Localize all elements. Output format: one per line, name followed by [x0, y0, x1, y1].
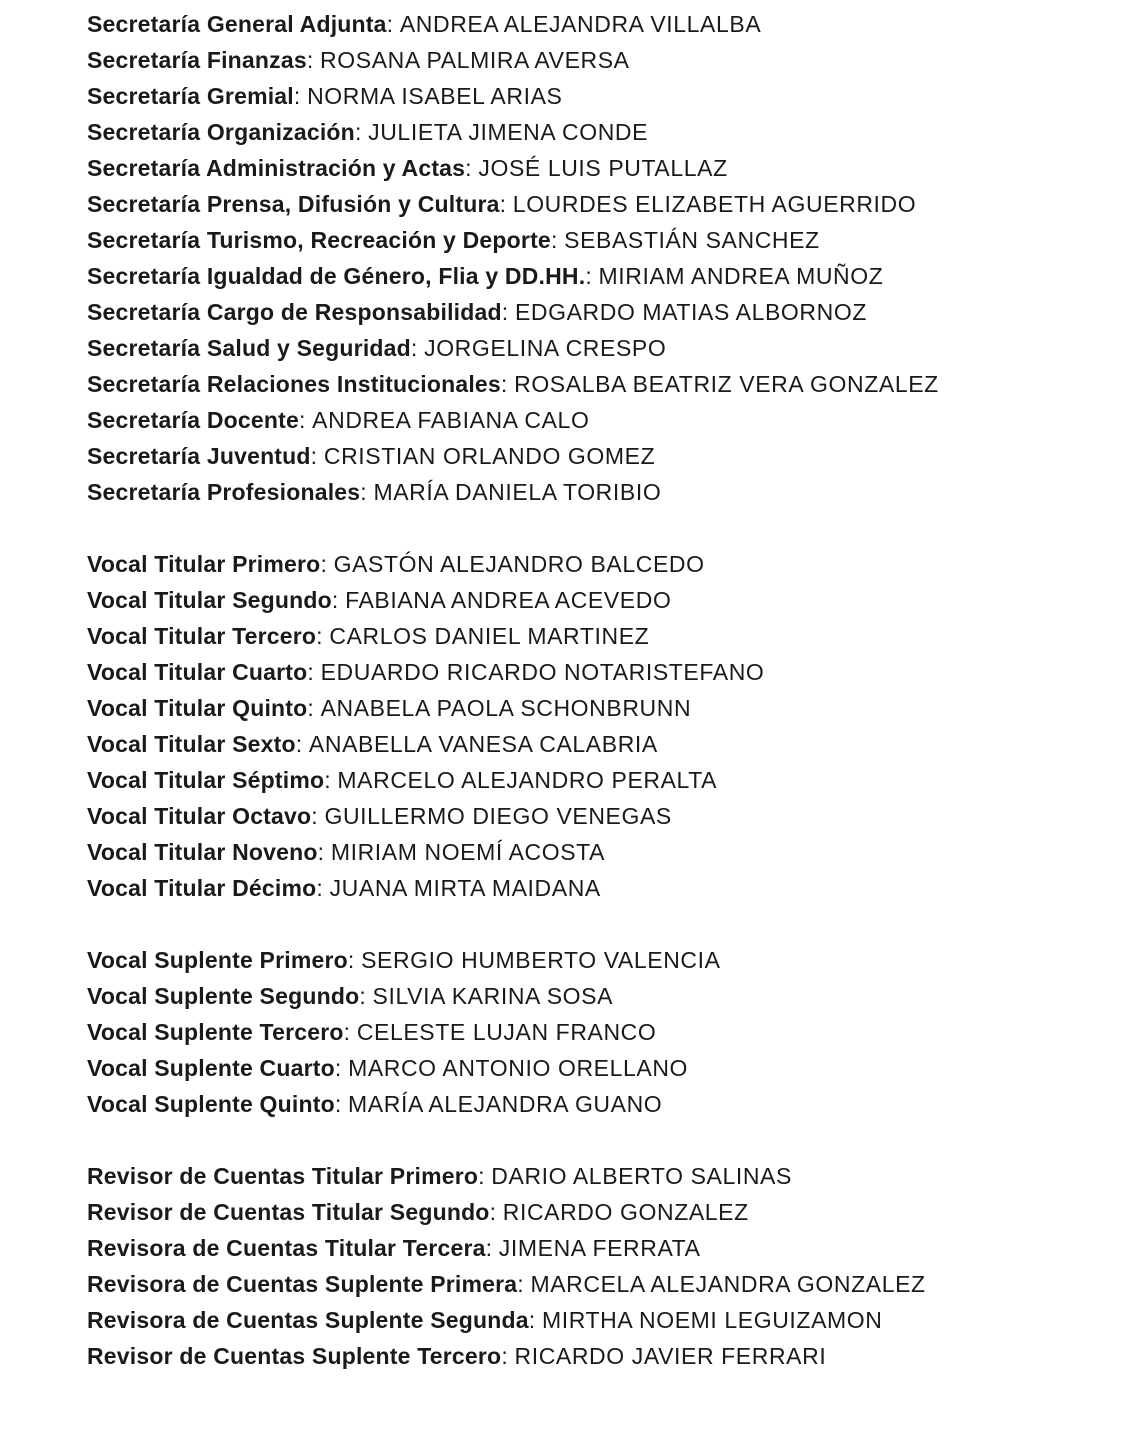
person-name: CRISTIAN ORLANDO GOMEZ — [323, 443, 656, 469]
person-name: RICARDO JAVIER FERRARI — [514, 1343, 827, 1369]
role-label: Vocal Titular Séptimo — [87, 767, 325, 793]
person-name: DARIO ALBERTO SALINAS — [491, 1163, 792, 1189]
list-item — [87, 6, 1127, 42]
list-item — [87, 762, 1127, 798]
role-label: Secretaría Juventud — [87, 443, 311, 469]
person-name: EDGARDO MATIAS ALBORNOZ — [514, 299, 867, 325]
role-label: Revisor de Cuentas Titular Segundo — [87, 1199, 490, 1225]
person-name: LOURDES ELIZABETH AGUERRIDO — [512, 191, 917, 217]
list-item — [87, 1266, 1127, 1302]
person-name: EDUARDO RICARDO NOTARISTEFANO — [320, 659, 765, 685]
list-item — [87, 726, 1127, 762]
section-group — [87, 942, 1127, 1122]
list-item — [87, 1014, 1127, 1050]
role-label: Vocal Suplente Tercero — [87, 1019, 344, 1045]
separator: : — [343, 1019, 357, 1045]
separator: : — [386, 11, 400, 37]
list-item — [87, 438, 1127, 474]
separator: : — [359, 983, 373, 1009]
role-label: Secretaría Cargo de Responsabilidad — [87, 299, 502, 325]
list-item — [87, 222, 1127, 258]
separator: : — [317, 839, 331, 865]
list-item — [87, 834, 1127, 870]
list-item — [87, 1050, 1127, 1086]
role-label: Revisor de Cuentas Titular Primero — [87, 1163, 479, 1189]
list-item — [87, 654, 1127, 690]
separator: : — [311, 803, 325, 829]
list-item — [87, 474, 1127, 510]
role-label: Secretaría Relaciones Institucionales — [87, 371, 501, 397]
list-item — [87, 258, 1127, 294]
separator: : — [306, 47, 321, 73]
document-page — [87, 6, 1127, 1410]
person-name: ANABELLA VANESA CALABRIA — [308, 731, 658, 757]
person-name: GASTÓN ALEJANDRO BALCEDO — [333, 551, 705, 577]
separator: : — [465, 155, 479, 181]
list-item — [87, 402, 1127, 438]
separator: : — [517, 1271, 531, 1297]
separator: : — [298, 407, 313, 433]
person-name: SEBASTIÁN SANCHEZ — [564, 227, 820, 253]
list-item — [87, 1086, 1127, 1122]
person-name: JOSÉ LUIS PUTALLAZ — [478, 155, 728, 181]
role-label: Secretaría Docente — [87, 407, 299, 433]
separator: : — [293, 83, 308, 109]
person-name: JULIETA JIMENA CONDE — [368, 119, 649, 145]
list-item — [87, 546, 1127, 582]
person-name: SERGIO HUMBERTO VALENCIA — [361, 947, 721, 973]
separator: : — [331, 587, 346, 613]
role-label: Secretaría Prensa, Difusión y Cultura — [87, 191, 500, 217]
role-label: Vocal Titular Octavo — [87, 803, 312, 829]
role-label: Vocal Titular Primero — [87, 551, 321, 577]
separator: : — [550, 227, 565, 253]
person-name: MIRIAM ANDREA MUÑOZ — [598, 263, 884, 289]
separator: : — [585, 263, 599, 289]
list-item — [87, 1230, 1127, 1266]
list-item — [87, 582, 1127, 618]
list-item — [87, 690, 1127, 726]
role-label: Vocal Suplente Segundo — [87, 983, 360, 1009]
separator: : — [307, 695, 321, 721]
person-name: CARLOS DANIEL MARTINEZ — [329, 623, 650, 649]
separator: : — [360, 479, 374, 505]
separator: : — [310, 443, 324, 469]
person-name: ANDREA FABIANA CALO — [312, 407, 590, 433]
separator: : — [334, 1055, 349, 1081]
role-label: Vocal Titular Segundo — [87, 587, 332, 613]
person-name: NORMA ISABEL ARIAS — [307, 83, 563, 109]
role-label: Secretaría General Adjunta — [87, 11, 387, 37]
list-item — [87, 42, 1127, 78]
role-label: Vocal Titular Cuarto — [87, 659, 308, 685]
list-item — [87, 294, 1127, 330]
person-name: ROSANA PALMIRA AVERSA — [320, 47, 630, 73]
role-label: Revisora de Cuentas Suplente Primera — [87, 1271, 518, 1297]
person-name: MIRIAM NOEMÍ ACOSTA — [330, 839, 606, 865]
separator: : — [354, 119, 369, 145]
person-name: ROSALBA BEATRIZ VERA GONZALEZ — [514, 371, 939, 397]
person-name: ANDREA ALEJANDRA VILLALBA — [399, 11, 762, 37]
role-label: Secretaría Administración y Actas — [87, 155, 466, 181]
list-item — [87, 78, 1127, 114]
separator: : — [500, 371, 515, 397]
role-label: Vocal Titular Tercero — [87, 623, 317, 649]
role-label: Secretaría Organización — [87, 119, 355, 145]
separator: : — [478, 1163, 492, 1189]
role-label: Vocal Suplente Primero — [87, 947, 348, 973]
person-name: MARCELO ALEJANDRO PERALTA — [337, 767, 718, 793]
separator: : — [410, 335, 425, 361]
role-label: Vocal Suplente Quinto — [87, 1091, 335, 1117]
person-name: MARÍA ALEJANDRA GUANO — [348, 1091, 663, 1117]
separator: : — [485, 1235, 499, 1261]
role-label: Vocal Titular Quinto — [87, 695, 308, 721]
person-name: SILVIA KARINA SOSA — [372, 983, 614, 1009]
separator: : — [528, 1307, 542, 1333]
role-label: Secretaría Turismo, Recreación y Deporte — [87, 227, 551, 253]
list-item — [87, 1302, 1127, 1338]
list-item — [87, 618, 1127, 654]
list-item — [87, 1338, 1127, 1374]
separator: : — [499, 191, 513, 217]
separator: : — [334, 1091, 349, 1117]
list-item — [87, 978, 1127, 1014]
separator: : — [324, 767, 338, 793]
separator: : — [489, 1199, 503, 1225]
list-item — [87, 186, 1127, 222]
list-item — [87, 330, 1127, 366]
role-label: Secretaría Profesionales — [87, 479, 361, 505]
person-name: JIMENA FERRATA — [498, 1235, 701, 1261]
role-label: Vocal Suplente Cuarto — [87, 1055, 335, 1081]
person-name: MARÍA DANIELA TORIBIO — [373, 479, 662, 505]
role-label: Secretaría Igualdad de Género, Flia y DD.HH. — [87, 263, 586, 289]
person-name: GUILLERMO DIEGO VENEGAS — [324, 803, 672, 829]
separator: : — [307, 659, 321, 685]
role-label: Vocal Titular Sexto — [87, 731, 296, 757]
separator: : — [295, 731, 309, 757]
role-label: Secretaría Finanzas — [87, 47, 307, 73]
role-label: Secretaría Gremial — [87, 83, 294, 109]
separator: : — [347, 947, 362, 973]
person-name: JUANA MIRTA MAIDANA — [329, 875, 601, 901]
role-label: Secretaría Salud y Seguridad — [87, 335, 411, 361]
person-name: MARCELA ALEJANDRA GONZALEZ — [530, 1271, 926, 1297]
person-name: MARCO ANTONIO ORELLANO — [348, 1055, 689, 1081]
list-item — [87, 1194, 1127, 1230]
role-label: Revisor de Cuentas Suplente Tercero — [87, 1343, 502, 1369]
list-item — [87, 870, 1127, 906]
person-name: JORGELINA CRESPO — [424, 335, 667, 361]
person-name: RICARDO GONZALEZ — [502, 1199, 749, 1225]
separator: : — [320, 551, 334, 577]
list-item — [87, 798, 1127, 834]
person-name: CELESTE LUJAN FRANCO — [356, 1019, 657, 1045]
list-item — [87, 366, 1127, 402]
list-item — [87, 942, 1127, 978]
list-item — [87, 150, 1127, 186]
separator: : — [501, 1343, 515, 1369]
separator: : — [316, 875, 330, 901]
section-group — [87, 6, 1127, 510]
role-label: Revisora de Cuentas Titular Tercera — [87, 1235, 486, 1261]
person-name: ANABELA PAOLA SCHONBRUNN — [320, 695, 692, 721]
role-label: Vocal Titular Décimo — [87, 875, 317, 901]
person-name: MIRTHA NOEMI LEGUIZAMON — [541, 1307, 883, 1333]
separator: : — [316, 623, 330, 649]
role-label: Vocal Titular Noveno — [87, 839, 318, 865]
section-group — [87, 546, 1127, 906]
role-label: Revisora de Cuentas Suplente Segunda — [87, 1307, 529, 1333]
list-item — [87, 1158, 1127, 1194]
section-group — [87, 1158, 1127, 1374]
separator: : — [501, 299, 515, 325]
list-item — [87, 114, 1127, 150]
person-name: FABIANA ANDREA ACEVEDO — [345, 587, 672, 613]
